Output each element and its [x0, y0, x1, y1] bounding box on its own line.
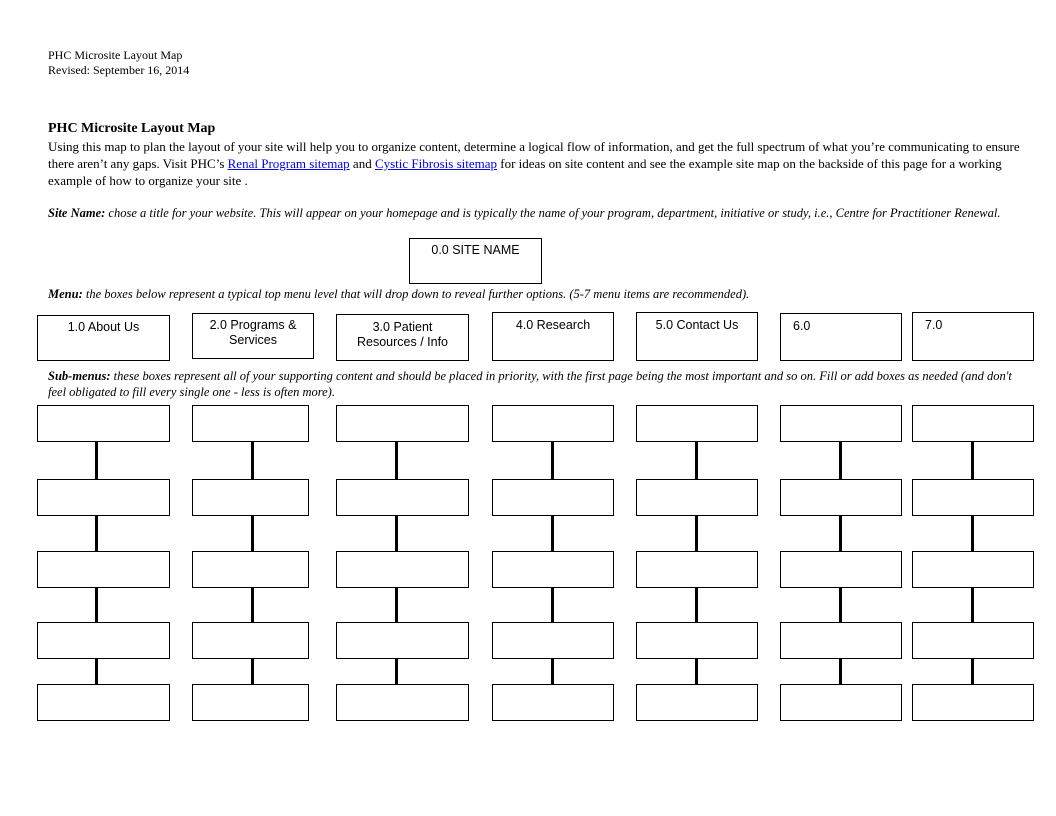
intro-text-2: and: [349, 156, 375, 171]
submenu-box: [192, 551, 309, 588]
submenu-connector: [551, 515, 554, 552]
submenu-box: [37, 551, 170, 588]
submenu-box: [780, 479, 902, 516]
site-name-label: Site Name:: [48, 206, 106, 220]
site-name-box: 0.0 SITE NAME: [409, 238, 542, 284]
menu-box-programs-services: 2.0 Programs & Services: [192, 313, 314, 359]
submenu-box: [912, 479, 1034, 516]
submenu-connector: [971, 587, 974, 623]
submenu-box: [192, 479, 309, 516]
intro-text-3: for ideas on site content and see the example site map on the backside of this page for a working example of how to organize your site .: [48, 156, 1002, 188]
submenu-box: [636, 405, 758, 442]
submenu-connector: [95, 515, 98, 552]
menu-box-patient-resources: 3.0 Patient Resources / Info: [336, 314, 469, 361]
submenu-connector: [839, 587, 842, 623]
submenu-connector: [251, 441, 254, 480]
submenu-box: [780, 551, 902, 588]
revision-date: Revised: September 16, 2014: [48, 63, 190, 77]
document-title: PHC Microsite Layout Map: [48, 48, 183, 62]
submenu-connector: [95, 441, 98, 480]
menu-box-contact-us: 5.0 Contact Us: [636, 312, 758, 361]
site-name-description: [48, 205, 1023, 221]
submenu-box: [336, 479, 469, 516]
submenu-box: [336, 405, 469, 442]
submenu-connector: [971, 515, 974, 552]
submenu-connector: [251, 587, 254, 623]
submenu-connector: [695, 515, 698, 552]
submenu-box: [37, 684, 170, 721]
submenu-box: [192, 622, 309, 659]
menu-box-about-us: 1.0 About Us: [37, 315, 170, 361]
submenu-connector: [251, 658, 254, 685]
submenu-box: [492, 551, 614, 588]
submenu-box: [37, 479, 170, 516]
menu-description: [48, 286, 1023, 302]
submenu-connector: [839, 441, 842, 480]
submenu-box: [636, 622, 758, 659]
submenu-box: [912, 684, 1034, 721]
submenu-connector: [251, 515, 254, 552]
submenu-connector: [395, 515, 398, 552]
submenu-box: [636, 684, 758, 721]
submenus-label: Sub-menus:: [48, 369, 111, 383]
submenu-box: [492, 405, 614, 442]
submenu-box: [912, 405, 1034, 442]
submenu-connector: [395, 441, 398, 480]
site-name-text: chose a title for your website. This will appear on your homepage and is typically the name of your program, department, initiative or study, i.e., Centre for Practitioner Renewal.: [105, 206, 1001, 220]
submenu-connector: [95, 658, 98, 685]
submenu-box: [780, 684, 902, 721]
submenu-box: [636, 479, 758, 516]
submenu-connector: [695, 441, 698, 480]
menu-box-research: 4.0 Research: [492, 312, 614, 361]
submenu-connector: [395, 587, 398, 623]
submenu-box: [492, 684, 614, 721]
menu-text: the boxes below represent a typical top menu level that will drop down to reveal further options. (5-7 menu items are recommended).: [82, 287, 750, 301]
submenu-box: [37, 405, 170, 442]
menu-label: Menu:: [48, 287, 83, 301]
menu-box-7: 7.0: [912, 312, 1034, 361]
submenus-description: [48, 368, 1023, 400]
submenu-connector: [551, 658, 554, 685]
submenu-box: [492, 622, 614, 659]
submenu-box: [912, 551, 1034, 588]
submenu-box: [780, 405, 902, 442]
submenu-box: [192, 405, 309, 442]
submenu-connector: [551, 441, 554, 480]
submenu-box: [37, 622, 170, 659]
renal-program-sitemap-link[interactable]: Renal Program sitemap: [227, 156, 350, 171]
menu-box-6: 6.0: [780, 313, 902, 361]
submenu-connector: [95, 587, 98, 623]
submenu-connector: [395, 658, 398, 685]
submenu-box: [492, 479, 614, 516]
submenu-box: [336, 551, 469, 588]
intro-text-1: Using this map to plan the layout of your site will help you to organize content, determine a logical flow of information, and get the full spectrum of what you’re communicating to ensure there aren’t any gaps. Visit PHC’s: [48, 139, 1020, 171]
section-heading: PHC Microsite Layout Map: [48, 121, 216, 136]
submenu-connector: [971, 441, 974, 480]
submenu-connector: [839, 658, 842, 685]
submenu-connector: [839, 515, 842, 552]
submenu-connector: [971, 658, 974, 685]
submenu-connector: [551, 587, 554, 623]
intro-paragraph: [48, 138, 1038, 189]
submenus-text: these boxes represent all of your supporting content and should be placed in priority, with the first page being the most important and so on. Fill or add boxes as needed (and don't feel obligated to fill every single one - less is often more).: [48, 369, 1012, 399]
submenu-box: [192, 684, 309, 721]
cystic-fibrosis-sitemap-link[interactable]: Cystic Fibrosis sitemap: [374, 156, 498, 171]
submenu-box: [336, 622, 469, 659]
submenu-box: [780, 622, 902, 659]
submenu-box: [636, 551, 758, 588]
submenu-box: [912, 622, 1034, 659]
submenu-connector: [695, 587, 698, 623]
submenu-connector: [695, 658, 698, 685]
submenu-box: [336, 684, 469, 721]
